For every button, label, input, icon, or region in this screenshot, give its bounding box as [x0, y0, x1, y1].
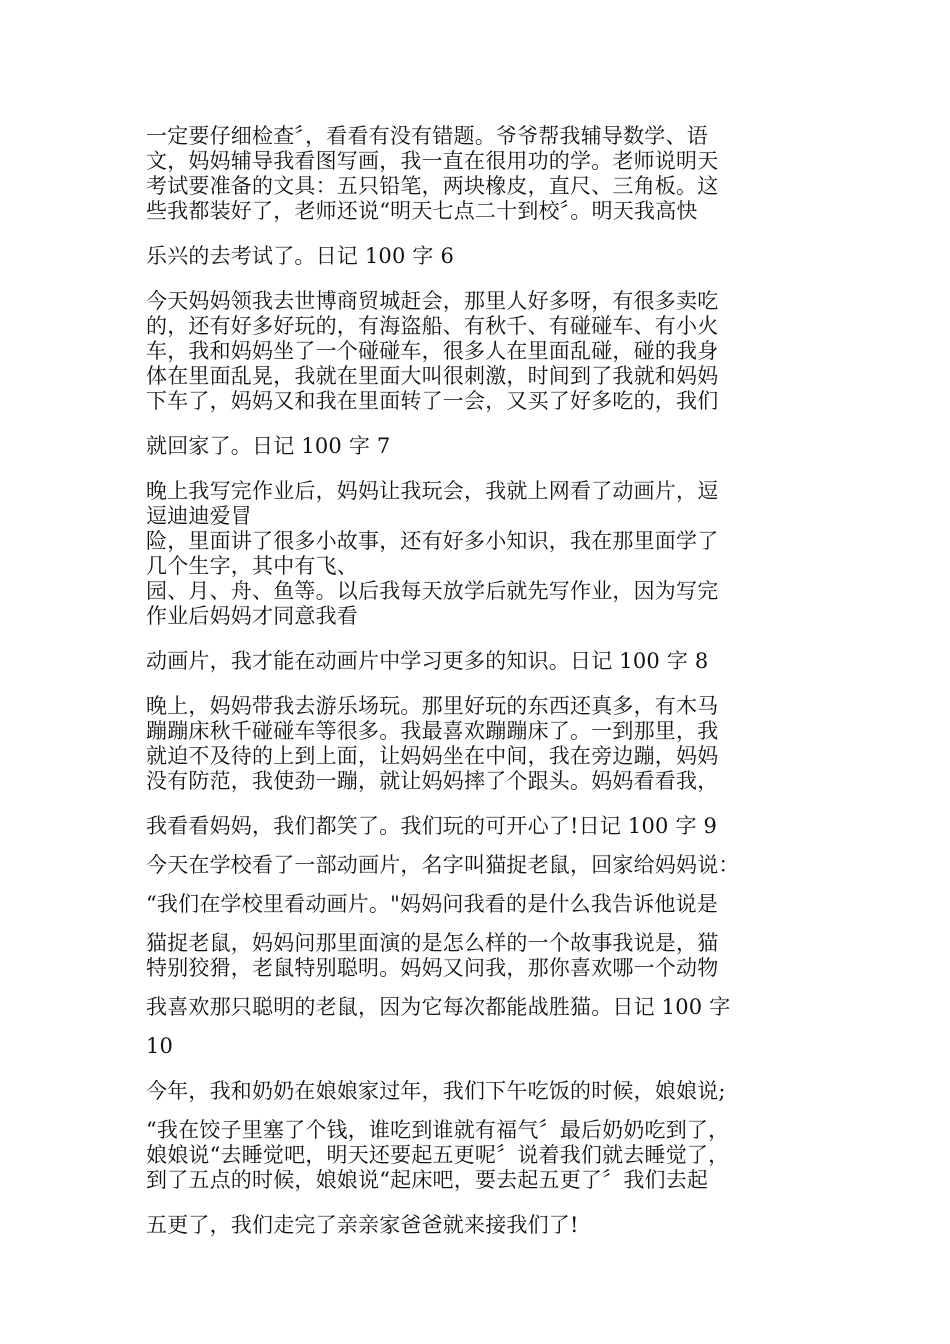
entry-title-9: 我看看妈妈，我们都笑了。我们玩的可开心了!日记 100 字 9 — [146, 814, 718, 838]
text-line: 逗迪迪爱冒 — [146, 504, 252, 528]
text-line: 考试要准备的文具：五只铅笔，两块橡皮，直尺、三角板。这 — [146, 174, 719, 198]
text-line: 就迫不及待的上到上面，让妈妈坐在中间，我在旁边蹦，妈妈 — [146, 744, 719, 768]
text-line: 特别狡猾，老鼠特别聪明。妈妈又问我，那你喜欢哪一个动物 — [146, 956, 719, 980]
text-line: 些我都装好了，老师还说“明天七点二十到校〞。明天我高快 — [146, 199, 698, 223]
text-line: 五更了，我们走完了亲亲家爸爸就来接我们了! — [146, 1213, 579, 1237]
text-line: 今天妈妈领我去世博商贸城赶会，那里人好多呀，有很多卖吃 — [146, 289, 719, 313]
text-line: 没有防范，我使劲一蹦，就让妈妈摔了个跟头。妈妈看看我， — [146, 769, 719, 793]
text-line: 蹦蹦床秋千碰碰车等很多。我最喜欢蹦蹦床了。一到那里，我 — [146, 719, 719, 743]
text-line: 文，妈妈辅导我看图写画，我一直在很用功的学。老师说明天 — [146, 149, 719, 173]
text-line: 体在里面乱晃，我就在里面大叫很刺激，时间到了我就和妈妈 — [146, 364, 719, 388]
text-line: 猫捉老鼠，妈妈问那里面演的是怎么样的一个故事我说是，猫 — [146, 931, 719, 955]
text-line: 娘娘说“去睡觉吧，明天还要起五更呢〞说着我们就去睡觉了， — [146, 1143, 730, 1167]
entry-title-8: 动画片，我才能在动画片中学习更多的知识。日记 100 字 8 — [146, 649, 709, 673]
text-line: 车，我和妈妈坐了一个碰碰车，很多人在里面乱碰，碰的我身 — [146, 339, 719, 363]
text-line: “我们在学校里看动画片。"妈妈问我看的是什么我告诉他说是 — [146, 892, 718, 916]
text-line: “我在饺子里塞了个钱，谁吃到谁就有福气〞最后奶奶吃到了， — [146, 1118, 730, 1142]
document-body — [146, 124, 816, 1238]
text-line: 下车了，妈妈又和我在里面转了一会，又买了好多吃的，我们 — [146, 389, 719, 413]
text-line: 我喜欢那只聪明的老鼠，因为它每次都能战胜猫。日记 100 字 — [146, 995, 731, 1019]
text-line: 园、月、舟、鱼等。以后我每天放学后就先写作业，因为写完 — [146, 579, 719, 603]
text-line: 几个生字，其中有飞、 — [146, 554, 358, 578]
text-line: 一定要仔细检查〞，看看有没有错题。爷爷帮我辅导数学、语 — [146, 124, 708, 148]
text-line: 作业后妈妈才同意我看 — [146, 604, 358, 628]
text-line: 晚上我写完作业后，妈妈让我玩会，我就上网看了动画片，逗 — [146, 479, 719, 503]
text-line: 晚上，妈妈带我去游乐场玩。那里好玩的东西还真多，有木马 — [146, 694, 719, 718]
text-line: 的，还有好多好玩的，有海盗船、有秋千、有碰碰车、有小火 — [146, 314, 719, 338]
text-line: 到了五点的时候，娘娘说“起床吧，要去起五更了〞我们去起 — [146, 1168, 709, 1192]
text-line: 今天在学校看了一部动画片，名字叫猫捉老鼠，回家给妈妈说： — [146, 853, 740, 877]
text-line: 险，里面讲了很多小故事，还有好多小知识，我在那里面学了 — [146, 529, 719, 553]
entry-title-10: 10 — [146, 1034, 174, 1058]
entry-title-6: 乐兴的去考试了。日记 100 字 6 — [146, 244, 455, 268]
entry-title-7: 就回家了。日记 100 字 7 — [146, 434, 391, 458]
text-line: 今年，我和奶奶在娘娘家过年，我们下午吃饭的时候，娘娘说; — [146, 1079, 726, 1103]
